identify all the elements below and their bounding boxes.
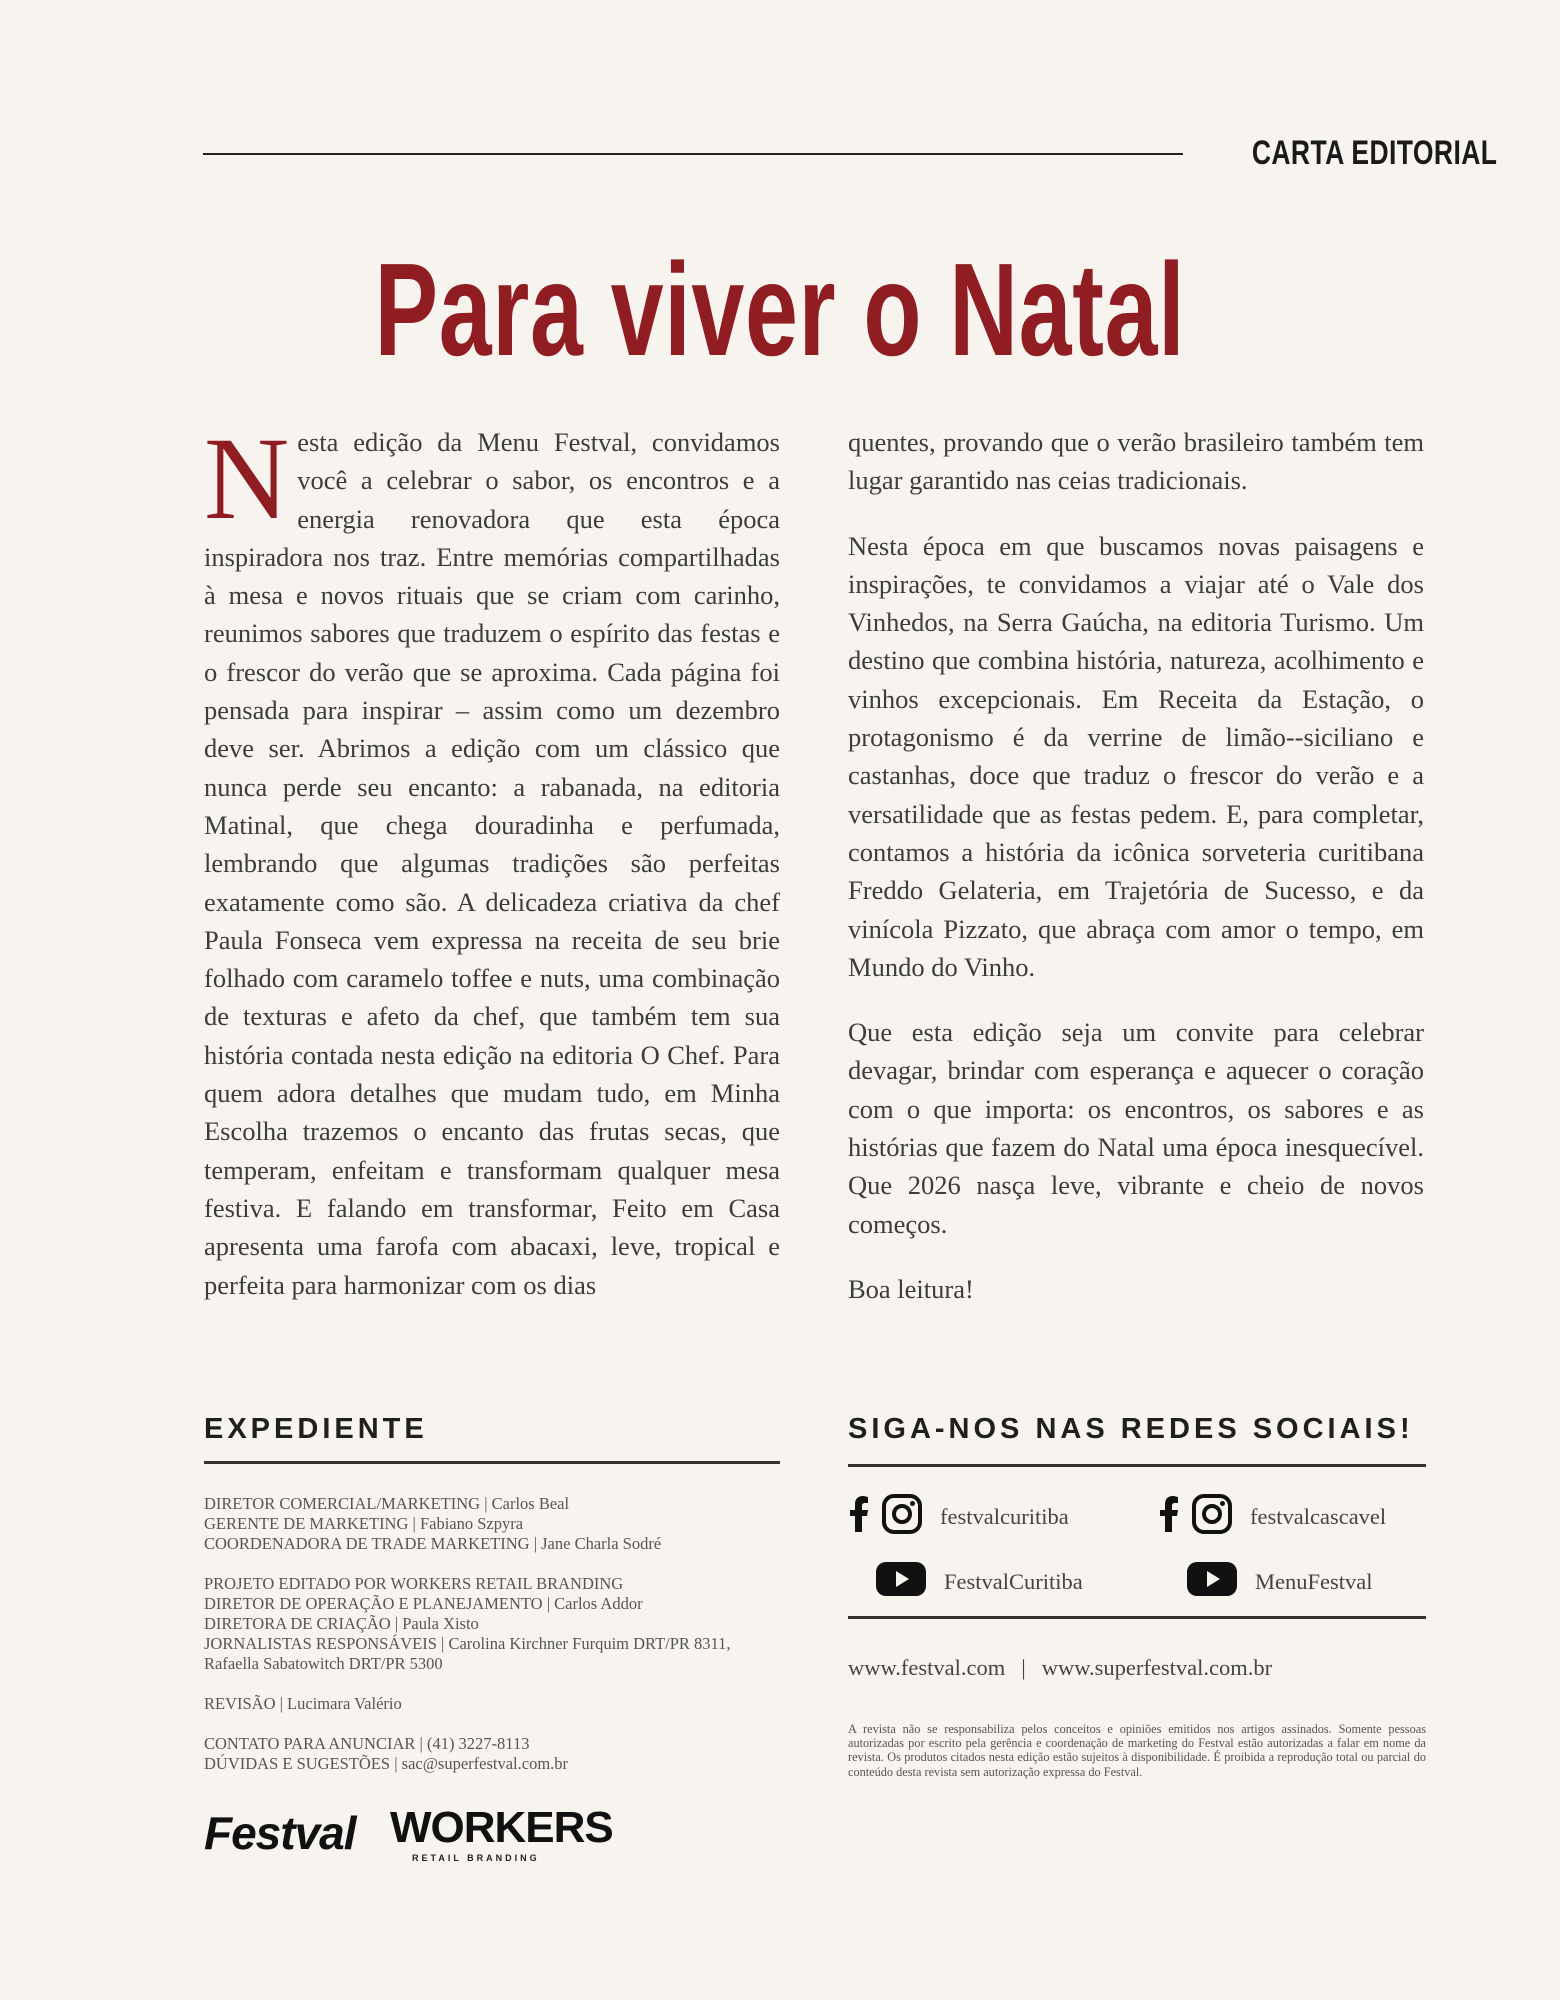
social-rule-bottom xyxy=(848,1616,1426,1619)
instagram-handle-cascavel[interactable]: festvalcascavel xyxy=(1250,1503,1387,1529)
facebook-icon[interactable] xyxy=(1158,1496,1180,1537)
credit-line: COORDENADORA DE TRADE MARKETING | Jane Charla Sodré xyxy=(204,1534,662,1553)
legal-disclaimer: A revista não se responsabiliza pelos conceitos e opiniões emitidos nos artigos assinados. Somente pessoas autorizadas por escrito pela gerência e coordenação de marketing do Festval estão autorizadas a falar em nome da revista. Os produtos citados nesta edição estão sujeitos à disponibilidade. É proibida a reprodução total ou parcial do conteúdo desta revista sem autorização expressa do Festval. xyxy=(848,1722,1426,1779)
youtube-handle-menu[interactable]: MenuFestval xyxy=(1255,1568,1373,1594)
page-title xyxy=(0,235,1560,385)
youtube-icon[interactable] xyxy=(1187,1562,1237,1601)
credit-line: PROJETO EDITADO POR WORKERS RETAIL BRANDING xyxy=(204,1574,624,1593)
credit-line: DÚVIDAS E SUGESTÕES | sac@superfestval.com.br xyxy=(204,1754,569,1773)
instagram-icon[interactable] xyxy=(1192,1494,1232,1539)
credit-line: JORNALISTAS RESPONSÁVEIS | Carolina Kirchner Furquim DRT/PR 8311, xyxy=(204,1634,731,1653)
sign-off: Boa leitura! xyxy=(848,1273,974,1304)
expediente-rule xyxy=(204,1461,780,1464)
credit-line: DIRETOR COMERCIAL/MARKETING | Carlos Beal xyxy=(204,1494,570,1513)
body-paragraph-text: esta edição da Menu Festval, convidamos você a celebrar o sabor, os encontros e a energia renovadora que esta época inspiradora nos traz. Entre memórias compartilhadas à mesa e novos rituais que se criam com carinho, reunimos sabores que traduzem o espírito das festas e o frescor do verão que se aproxima. Cada página foi pensada para inspirar – assim como um dezembro deve ser. Abrimos a edição com um clássico que nunca perde seu encanto: a rabanada, na editoria Matinal, que chega douradinha e perfumada, lembrando que algumas tradições são perfeitas exatamente como são. A delicadeza criativa da chef Paula Fonseca vem expressa na receita de seu brie folhado com caramelo toffee e nuts, uma combinação de texturas e afeto da chef, que também tem sua história contada nesta edição na editoria O Chef. Para quem adora detalhes que mudam tudo, em Minha Escolha trazemos o encanto das frutas secas, que temperam, enfeitam e transformam qualquer mesa festiva. E falando em transformar, Feito em Casa apresenta uma farofa com abacaxi, leve, tropical e perfeita para harmonizar com os dias xyxy=(204,427,780,1300)
expediente-group-1 xyxy=(204,1494,804,1554)
expediente-heading: EXPEDIENTE xyxy=(204,1413,428,1445)
facebook-icon[interactable] xyxy=(848,1496,870,1537)
website-link-festval[interactable]: www.festval.com xyxy=(848,1655,1006,1680)
workers-logo: WORKERS xyxy=(390,1803,613,1852)
credit-line: REVISÃO | Lucimara Valério xyxy=(204,1694,402,1713)
instagram-handle-curitiba[interactable]: festvalcuritiba xyxy=(940,1503,1069,1529)
social-rule-top xyxy=(848,1464,1426,1467)
credit-line: DIRETOR DE OPERAÇÃO E PLANEJAMENTO | Carlos Addor xyxy=(204,1594,643,1613)
body-column-left xyxy=(204,413,780,1331)
body-paragraph: Que esta edição seja um convite para celebrar devagar, brindar com esperança e aquecer o coração com o que importa: os encontros, os sabores e as histórias que fazem do Natal uma época inesquecível. Que 2026 nasça leve, vibrante e cheio de novos começos. xyxy=(848,1017,1424,1239)
body-column-right xyxy=(848,423,1424,1335)
social-row-cascavel[interactable] xyxy=(1158,1494,1386,1539)
workers-logo-tagline: RETAIL BRANDING xyxy=(412,1853,540,1863)
festval-logo: Festval xyxy=(204,1807,356,1859)
youtube-row-curitiba[interactable] xyxy=(876,1562,1083,1601)
credit-line: DIRETORA DE CRIAÇÃO | Paula Xisto xyxy=(204,1614,479,1633)
website-links xyxy=(848,1655,1272,1681)
page-title-text: Para viver o Natal xyxy=(374,236,1186,383)
drop-cap: N xyxy=(204,413,290,544)
expediente-group-2 xyxy=(204,1574,804,1674)
section-rule xyxy=(203,153,1183,155)
youtube-icon[interactable] xyxy=(876,1562,926,1601)
body-paragraph: Nesta época em que buscamos novas paisagens e inspirações, te convidamos a viajar até o Vale dos Vinhedos, na Serra Gaúcha, na editoria Turismo. Um destino que combina história, natureza, acolhimento e vinhos excepcionais. Em Receita da Estação, o protagonismo é da verrine de limão--siciliano e castanhas, doce que traduz o frescor do verão e a versatilidade que as festas pedem. E, para completar, contamos a história da icônica sorveteria curitibana Freddo Gelateria, em Trajetória de Sucesso, e da vinícola Pizzato, que abraça com amor o tempo, em Mundo do Vinho. xyxy=(848,530,1424,982)
social-heading: SIGA-NOS NAS REDES SOCIAIS! xyxy=(848,1413,1414,1445)
credit-line: CONTATO PARA ANUNCIAR | (41) 3227-8113 xyxy=(204,1734,530,1753)
instagram-icon[interactable] xyxy=(882,1494,922,1539)
body-paragraph xyxy=(204,413,780,1304)
expediente-group-3 xyxy=(204,1694,804,1714)
social-row-curitiba[interactable] xyxy=(848,1494,1069,1539)
website-link-superfestval[interactable]: www.superfestval.com.br xyxy=(1041,1655,1273,1680)
youtube-row-menu[interactable] xyxy=(1187,1562,1373,1601)
credit-line: Rafaella Sabatowitch DRT/PR 5300 xyxy=(204,1654,443,1673)
youtube-handle-curitiba[interactable]: FestvalCuritiba xyxy=(944,1568,1083,1594)
credit-line: GERENTE DE MARKETING | Fabiano Szpyra xyxy=(204,1514,524,1533)
body-paragraph: quentes, provando que o verão brasileiro também tem lugar garantido nas ceias tradicionais. xyxy=(848,427,1424,496)
expediente-group-4 xyxy=(204,1734,804,1774)
link-separator: | xyxy=(1021,1655,1026,1680)
section-label: CARTA EDITORIAL xyxy=(1251,134,1498,172)
